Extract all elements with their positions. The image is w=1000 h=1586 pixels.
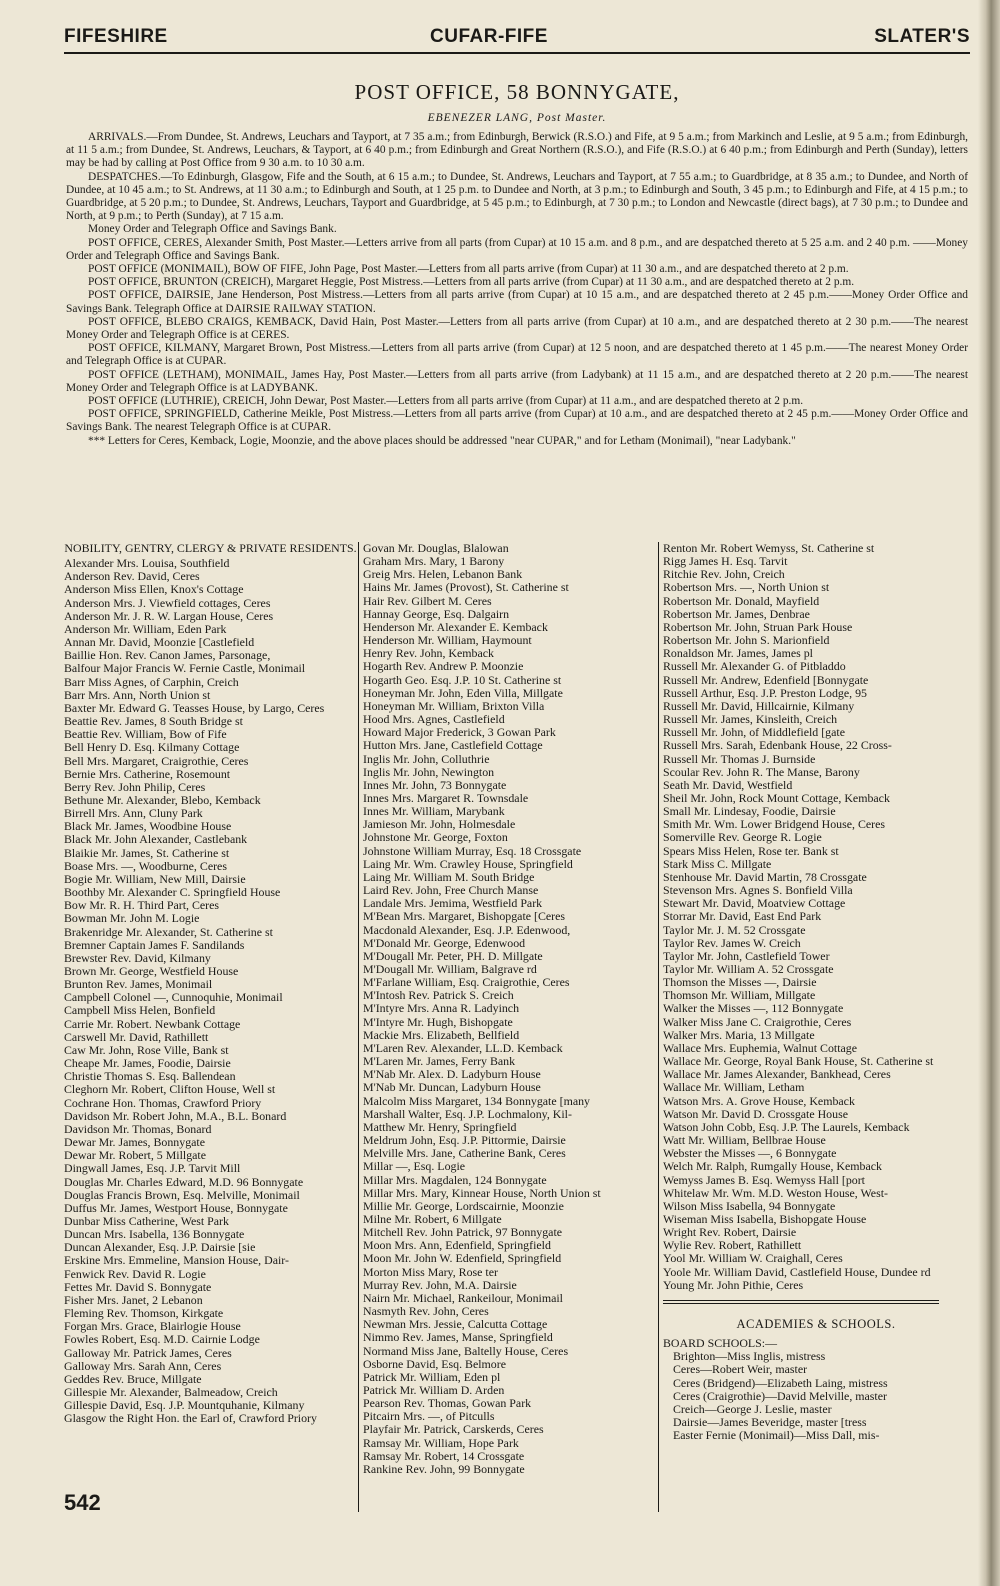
resident-entry: Millar Mrs. Mary, Kinnear House, North Union st (363, 1185, 601, 1200)
resident-entry: Taylor Mr. William A. 52 Crossgate (663, 962, 834, 976)
header-rule (64, 52, 970, 54)
resident-entry: Pitcairn Mrs. —, of Pitculls (363, 1409, 495, 1424)
resident-entry: Watson Mrs. A. Grove House, Kemback (663, 1093, 855, 1108)
resident-entry: Boase Mrs. —, Woodburne, Ceres (64, 858, 227, 873)
residents-heading: NOBILITY, GENTRY, CLERGY & PRIVATE RESIDENTS. (64, 541, 357, 555)
resident-entry: Ritchie Rev. John, Creich (663, 567, 785, 582)
resident-entry: Yoole Mr. William David, Castlefield House, Dundee rd (663, 1264, 931, 1279)
residents-column-2 (363, 542, 656, 1476)
resident-entry: Duncan Mrs. Isabella, 136 Bonnygate (64, 1227, 245, 1242)
resident-entry: Cheape Mr. James, Foodie, Dairsie (64, 1056, 231, 1071)
intro-paragraph: POST OFFICE, CERES, Alexander Smith, Post Master.—Letters arrive from all parts (from Cupar) at 10 15 a.m. and 8 p.m., and are despatched thereto at 5 25 a.m. and 2 40 p.m. ——Money Order and Telegraph Office and Savings Bank. (66, 236, 968, 262)
resident-entry: Robertson Mr. John S. Marionfield (663, 633, 830, 648)
intro-paragraph: ARRIVALS.—From Dundee, St. Andrews, Leuchars and Tayport, at 7 35 a.m.; from Edinburgh, Berwick (R.S.O.) and Fife, at 9 5 a.m.; from Markinch and Leslie, at 9 5 a.m.; from Edinburgh, at 11 5 a.m.; from Dundee, St. Andrews, Leuchars, & Tayport, at 6 40 p.m.; from Edinburgh and Great Northern (R.S.O.), and Fife (R.S.O.) at 6 40 p.m.; from Edinburgh and Perth (Sunday), letters may be had by calling at Post Office from 9 30 a.m. to 10 30 a.m. (66, 131, 968, 170)
resident-entry: Watt Mr. William, Bellbrae House (663, 1133, 826, 1148)
resident-entry: Stark Miss C. Millgate (663, 856, 772, 871)
resident-entry: Fleming Rev. Thomson, Kirkgate (64, 1306, 224, 1321)
resident-entry: Stewart Mr. David, Moatview Cottage (663, 896, 846, 911)
resident-entry: Watson Mr. David D. Crossgate House (663, 1106, 848, 1121)
resident-entry: Fettes Mr. David S. Bonnygate (64, 1279, 212, 1294)
resident-entry: M'Dougall Mr. Peter, PH. D. Millgate (363, 948, 543, 963)
resident-entry: Wright Rev. Robert, Dairsie (663, 1225, 797, 1240)
resident-entry: Hannay George, Esq. Dalgairn (363, 606, 510, 621)
post-office-title: POST OFFICE, 58 BONNYGATE, (354, 80, 680, 104)
running-header (64, 26, 970, 54)
resident-entry: Wilson Miss Isabella, 94 Bonnygate (663, 1198, 836, 1213)
intro-paragraph: POST OFFICE (LETHAM), MONIMAIL, James Hay, Post Master.—Letters from all parts arrive (from Ladybank) at 11 15 a.m., and are despatched thereto at 2 20 p.m.——The nearest Money Order and Telegraph Office is at LADYBANK. (66, 368, 968, 394)
resident-entry: Brewster Rev. David, Kilmany (64, 950, 211, 965)
school-entry: Creich—George J. Leslie, master (673, 1401, 832, 1416)
resident-entry: Fenwick Rev. David R. Logie (64, 1266, 206, 1281)
resident-entry: Bow Mr. R. H. Third Part, Ceres (64, 898, 220, 913)
school-entry: Ceres (Bridgend)—Elizabeth Laing, mistress (673, 1375, 888, 1390)
resident-entry: Campbell Miss Helen, Bonfield (64, 1003, 216, 1018)
resident-entry: Glasgow the Right Hon. the Earl of, Crawford Priory (64, 1411, 317, 1426)
school-entry: Easter Fernie (Monimail)—Miss Dall, mis- (673, 1428, 880, 1443)
resident-entry: Robertson Mr. James, Denbrae (663, 606, 810, 621)
resident-entry: Taylor Mr. John, Castlefield Tower (663, 948, 830, 963)
resident-entry: Greig Mrs. Helen, Lebanon Bank (363, 567, 523, 582)
resident-entry: Hair Rev. Gilbert M. Ceres (363, 593, 492, 608)
resident-entry: Russell Mr. Thomas J. Burnside (663, 751, 816, 766)
intro-paragraph: Money Order and Telegraph Office and Savings Bank. (88, 223, 337, 236)
resident-entry: Hains Mr. James (Provost), St. Catherine st (363, 580, 569, 595)
resident-entry: Anderson Mrs. J. Viewfield cottages, Ceres (64, 595, 271, 610)
resident-entry: Stenhouse Mr. David Martin, 78 Crossgate (663, 869, 867, 884)
resident-entry: Henderson Mr. Alexander E. Kemback (363, 619, 548, 634)
intro-paragraph: POST OFFICE, BLEBO CRAIGS, KEMBACK, David Hain, Post Master.—Letters from all parts arrive (from Cupar) at 10 a.m., and are despatched thereto at 2 30 p.m.——The nearest Money Order and Telegraph Office is at CERES. (66, 315, 968, 342)
resident-entry: Alexander Mrs. Louisa, Southfield (64, 556, 230, 571)
resident-entry: Webster the Misses —, 6 Bonnygate (663, 1146, 837, 1161)
resident-entry: Russell Arthur, Esq. J.P. Preston Lodge, 95 (663, 685, 867, 700)
resident-entry: Dewar Mr. Robert, 5 Millgate (64, 1148, 206, 1163)
resident-entry: Beattie Rev. James, 8 South Bridge st (64, 714, 243, 729)
intro-paragraph: POST OFFICE, SPRINGFIELD, Catherine Meikle, Post Mistress.—Letters from all parts arrive (from Cupar) at 10 a.m., and are despatched thereto at 2 45 p.m.——Money Order Office and Savings Bank. The nearest Telegraph Office is at CUPAR. (66, 408, 968, 434)
resident-entry: Seath Mr. David, Westfield (663, 777, 793, 792)
resident-entry: Brakenridge Mr. Alexander, St. Catherine st (64, 924, 273, 939)
resident-entry: Nimmo Rev. James, Manse, Springfield (363, 1330, 553, 1345)
resident-entry: M'Farlane William, Esq. Craigrothie, Ceres (363, 975, 570, 990)
resident-entry: Laing Mr. Wm. Crawley House, Springfield (363, 856, 573, 871)
resident-entry: Fowles Robert, Esq. M.D. Cairnie Lodge (64, 1332, 260, 1347)
resident-entry: Walker Miss Jane C. Craigrothie, Ceres (663, 1014, 852, 1029)
resident-entry: Carrie Mr. Robert. Newbank Cottage (64, 1016, 241, 1031)
resident-entry: Welch Mr. Ralph, Rumgally House, Kemback (663, 1159, 882, 1174)
resident-entry: Erskine Mrs. Emmeline, Mansion House, Dair- (64, 1253, 289, 1268)
resident-entry: Russell Mr. Andrew, Edenfield [Bonnygate (663, 672, 869, 687)
resident-entry: Inglis Mr. John, Newington (363, 764, 495, 779)
resident-entry: Ramsay Mr. William, Hope Park (363, 1435, 519, 1450)
resident-entry: Laird Rev. John, Free Church Manse (363, 883, 539, 898)
resident-entry: Hutton Mrs. Jane, Castlefield Cottage (363, 738, 543, 753)
resident-entry: Berry Rev. John Philip, Ceres (64, 779, 206, 794)
resident-entry: Storrar Mr. David, East End Park (663, 909, 822, 924)
resident-entry: Russell Mr. David, Hillcairnie, Kilmany (663, 698, 855, 713)
resident-entry: M'Laren Mr. James, Ferry Bank (363, 1054, 516, 1069)
intro-paragraph: POST OFFICE, KILMANY, Margaret Brown, Post Mistress.—Letters from all parts arrive (from Cupar) at 12 5 noon, and are despatched thereto at 1 45 p.m.——The nearest Money Order and Telegraph Office is at CUPAR. (66, 342, 968, 368)
resident-entry: Matthew Mr. Henry, Springfield (363, 1119, 517, 1134)
resident-entry: Thomson the Misses —, Dairsie (663, 975, 817, 990)
resident-entry: Hood Mrs. Agnes, Castlefield (363, 712, 505, 727)
resident-entry: Russell Mr. James, Kinsleith, Creich (663, 712, 838, 727)
resident-entry: M'Laren Rev. Alexander, LL.D. Kemback (363, 1040, 563, 1055)
resident-entry: Newman Mrs. Jessie, Calcutta Cottage (363, 1317, 548, 1332)
resident-entry: Thomson Mr. William, Millgate (663, 988, 816, 1003)
header-place: CUFAR-FIFE (430, 26, 548, 47)
resident-entry: Baillie Hon. Rev. Canon James, Parsonage, (64, 648, 271, 663)
resident-entry: Anderson Miss Ellen, Knox's Cottage (64, 582, 244, 597)
resident-entry: Govan Mr. Douglas, Blalowan (363, 541, 509, 555)
resident-entry: Wylie Rev. Robert, Rathillett (663, 1238, 802, 1253)
resident-entry: Anderson Mr. J. R. W. Largan House, Ceres (64, 608, 274, 623)
resident-entry: Dingwall James, Esq. J.P. Tarvit Mill (64, 1161, 241, 1176)
resident-entry: Pearson Rev. Thomas, Gowan Park (363, 1396, 532, 1411)
resident-entry: Meldrum John, Esq. J.P. Pittormie, Dairsie (363, 1133, 566, 1148)
resident-entry: Moon Mr. John W. Edenfield, Springfield (363, 1251, 562, 1266)
resident-entry: Millie Mr. George, Lordscairnie, Moonzie (363, 1198, 564, 1213)
resident-entry: Black Mr. James, Woodbine House (64, 819, 232, 834)
resident-entry: Honeyman Mr. John, Eden Villa, Millgate (363, 685, 563, 700)
resident-entry: Henry Rev. John, Kemback (363, 646, 494, 661)
resident-entry: Carswell Mr. David, Rathillett (64, 1029, 209, 1044)
resident-entry: Beattie Rev. William, Bow of Fife (64, 727, 227, 742)
resident-entry: Scoular Rev. John R. The Manse, Barony (663, 764, 860, 779)
resident-entry: Walker the Misses —, 112 Bonnygate (663, 1001, 844, 1016)
resident-entry: Douglas Francis Brown, Esq. Melville, Monimail (64, 1187, 300, 1202)
resident-entry: Malcolm Miss Margaret, 134 Bonnygate [many (363, 1093, 590, 1108)
resident-entry: Balfour Major Francis W. Fernie Castle, Monimail (64, 661, 306, 676)
resident-entry: Macdonald Alexander, Esq. J.P. Edenwood, (363, 922, 571, 937)
resident-entry: Wiseman Miss Isabella, Bishopgate House (663, 1211, 867, 1226)
resident-entry: Milne Mr. Robert, 6 Millgate (363, 1211, 502, 1226)
resident-entry: Robertson Mrs. —, North Union st (663, 580, 830, 595)
resident-entry: Duncan Alexander, Esq. J.P. Dairsie [sie (64, 1240, 256, 1255)
resident-entry: Normand Miss Jane, Baltelly House, Ceres (363, 1343, 569, 1358)
resident-entry: Boothby Mr. Alexander C. Springfield House (64, 885, 281, 900)
resident-entry: Cochrane Hon. Thomas, Crawford Priory (64, 1095, 262, 1110)
resident-entry: Innes Mr. John, 73 Bonnygate (363, 777, 507, 792)
resident-entry: Bremner Captain James F. Sandilands (64, 937, 245, 952)
resident-entry: M'Dougall Mr. William, Balgrave rd (363, 962, 537, 976)
resident-entry: Honeyman Mr. William, Brixton Villa (363, 698, 545, 713)
resident-entry: Wallace Mr. George, Royal Bank House, St. Catherine st (663, 1054, 934, 1069)
resident-entry: Howard Major Frederick, 3 Gowan Park (363, 725, 556, 740)
resident-entry: Wallace Mrs. Euphemia, Walnut Cottage (663, 1040, 858, 1055)
intro-paragraph: POST OFFICE, BRUNTON (CREICH), Margaret Heggie, Post Mistress.—Letters from all parts arrive (from Cupar) at 11 30 a.m., and are despatched thereto at 2 p.m. (88, 276, 855, 289)
resident-entry: Brunton Rev. James, Monimail (64, 977, 213, 992)
school-entry: Ceres—Robert Weir, master (673, 1362, 808, 1377)
resident-entry: Rigg James H. Esq. Tarvit (663, 554, 788, 569)
resident-entry: Christie Thomas S. Esq. Ballendean (64, 1069, 236, 1084)
resident-entry: M'Bean Mrs. Margaret, Bishopgate [Ceres (363, 909, 566, 924)
column-divider (658, 542, 659, 1512)
resident-entry: Wallace Mr. William, Letham (663, 1080, 805, 1095)
resident-entry: Brown Mr. George, Westfield House (64, 964, 239, 978)
intro-paragraph: DESPATCHES.—To Edinburgh, Glasgow, Fife and the South, at 6 15 a.m.; to Dundee, St. Andrews, Leuchars and Tayport, at 7 55 a.m.; to Guardbridge, at 8 35 a.m.; to Dundee, and North of Dundee, at 10 45 a.m.; to St. Andrews, at 11 30 a.m.; to Edinburgh and South, at 1 25 p.m. to Dundee and North, at 3 p.m.; to Edinburgh and South, 3 45 p.m.; to Edinburgh and Fife, at 4 15 p.m.; to Guardbridge, at 5 20 p.m.; to Dundee, St. Andrews, Leuchars, Tayport and Guardbridge, at 5 45 p.m.; to Edinburgh, at 7 30 p.m.; to London and Newcastle (direct bags), at 7 30 p.m.; to Dundee and North, at 9 p.m.; to Perth (Sunday), at 7 15 a.m. (66, 170, 968, 223)
resident-entry: Russell Mrs. Sarah, Edenbank House, 22 Cross- (663, 738, 892, 753)
resident-entry: M'Intyre Mrs. Anna R. Ladyinch (363, 1001, 520, 1016)
resident-entry: Gillespie Mr. Alexander, Balmeadow, Creich (64, 1385, 278, 1399)
resident-entry: Davidson Mr. Robert John, M.A., B.L. Bonard (64, 1108, 287, 1123)
resident-entry: Whitelaw Mr. Wm. M.D. Weston House, West- (663, 1185, 888, 1200)
resident-entry: Barr Miss Agnes, of Carphin, Creich (64, 674, 239, 689)
header-publisher: SLATER'S (874, 26, 970, 47)
resident-entry: Bernie Mrs. Catherine, Rosemount (64, 766, 231, 781)
intro-paragraph: POST OFFICE (MONIMAIL), BOW OF FIFE, John Page, Post Master.—Letters from all parts arrive (from Cupar) at 11 30 a.m., and are despatched thereto at 2 p.m. (88, 263, 849, 276)
school-entry: Brighton—Miss Inglis, mistress (673, 1349, 826, 1364)
resident-entry: Small Mr. Lindesay, Foodie, Dairsie (663, 804, 836, 819)
resident-entry: Galloway Mr. Patrick James, Ceres (64, 1345, 232, 1360)
resident-entry: Innes Mr. William, Marybank (363, 804, 505, 819)
resident-entry: Ronaldson Mr. James, James pl (663, 646, 813, 661)
resident-entry: Blaikie Mr. James, St. Catherine st (64, 845, 230, 860)
resident-entry: Smith Mr. Wm. Lower Bridgend House, Ceres (663, 817, 886, 832)
resident-entry: Fisher Mrs. Janet, 2 Lebanon (64, 1292, 203, 1307)
resident-entry: Bogie Mr. William, New Mill, Dairsie (64, 871, 246, 886)
resident-entry: Osborne David, Esq. Belmore (363, 1356, 506, 1371)
resident-entry: Caw Mr. John, Rose Ville, Bank st (64, 1042, 229, 1057)
resident-entry: Duffus Mr. James, Westport House, Bonnygate (64, 1200, 288, 1215)
page-number: 542 (64, 1490, 101, 1515)
resident-entry: Moon Mrs. Ann, Edenfield, Springfield (363, 1238, 551, 1253)
resident-entry: Jamieson Mr. John, Holmesdale (363, 817, 516, 832)
resident-entry: M'Nab Mr. Duncan, Ladyburn House (363, 1080, 541, 1095)
resident-entry: Laing Mr. William M. South Bridge (363, 869, 535, 884)
resident-entry: Barr Mrs. Ann, North Union st (64, 687, 211, 702)
resident-entry: Renton Mr. Robert Wemyss, St. Catherine st (663, 541, 875, 555)
resident-entry: Bell Henry D. Esq. Kilmany Cottage (64, 740, 240, 755)
resident-entry: Anderson Mr. William, Eden Park (64, 621, 227, 636)
page-edge (978, 0, 1000, 1586)
resident-entry: Innes Mrs. Margaret R. Townsdale (363, 790, 529, 805)
resident-entry: Gillespie David, Esq. J.P. Mountquhanie, Kilmany (64, 1398, 305, 1413)
resident-entry: Robertson Mr. John, Struan Park House (663, 619, 853, 634)
resident-entry: Graham Mrs. Mary, 1 Barony (363, 554, 505, 569)
resident-entry: Robertson Mr. Donald, Mayfield (663, 593, 820, 608)
resident-entry: Johnstone William Murray, Esq. 18 Crossgate (363, 843, 582, 858)
resident-entry: Millar —, Esq. Logie (363, 1159, 466, 1174)
resident-entry: Russell Mr. John, of Middlefield [gate (663, 725, 845, 740)
academies-heading: ACADEMIES & SCHOOLS. (736, 1316, 896, 1331)
resident-entry: M'Intosh Rev. Patrick S. Creich (363, 988, 514, 1003)
school-entry: Ceres (Craigrothie)—David Melville, master (673, 1388, 887, 1403)
resident-entry: Mackie Mrs. Elizabeth, Bellfield (363, 1027, 520, 1042)
resident-entry: Landale Mrs. Jemima, Westfield Park (363, 896, 543, 911)
resident-entry: Baxter Mr. Edward G. Teasses House, by Largo, Ceres (64, 700, 325, 715)
resident-entry: Johnstone Mr. George, Foxton (363, 830, 508, 845)
resident-entry: Walker Mrs. Maria, 13 Millgate (663, 1027, 815, 1042)
resident-entry: Melville Mrs. Jane, Catherine Bank, Ceres (363, 1146, 566, 1161)
resident-entry: Birrell Mrs. Ann, Cluny Park (64, 806, 203, 821)
resident-entry: Black Mr. John Alexander, Castlebank (64, 832, 248, 847)
resident-entry: Bell Mrs. Margaret, Craigrothie, Ceres (64, 753, 249, 768)
resident-entry: Yool Mr. William W. Craighall, Ceres (663, 1251, 843, 1266)
header-county: FIFESHIRE (64, 26, 168, 47)
resident-entry: Davidson Mr. Thomas, Bonard (64, 1121, 212, 1136)
resident-entry: M'Nab Mr. Alex. D. Ladyburn House (363, 1067, 541, 1082)
resident-entry: Henderson Mr. William, Haymount (363, 633, 532, 648)
resident-entry: Somerville Rev. George R. Logie (663, 830, 822, 845)
postmaster-line: EBENEZER LANG, Post Master. (427, 112, 607, 124)
resident-entry: Wallace Mr. James Alexander, Bankhead, Ceres (663, 1067, 891, 1082)
resident-entry: Bethune Mr. Alexander, Blebo, Kemback (64, 792, 261, 807)
resident-entry: Taylor Rev. James W. Creich (663, 935, 801, 950)
resident-entry: Morton Miss Mary, Rose ter (363, 1264, 498, 1279)
board-schools-label: BOARD SCHOOLS:— (663, 1336, 777, 1351)
resident-entry: Hogarth Geo. Esq. J.P. 10 St. Catherine st (363, 672, 562, 687)
resident-entry: Campbell Colonel —, Cunnoquhie, Monimail (64, 990, 283, 1005)
post-office-details (66, 131, 968, 448)
resident-entry: Geddes Rev. Bruce, Millgate (64, 1371, 202, 1386)
school-entry: Dairsie—James Beveridge, master [tress (673, 1415, 867, 1429)
resident-entry: Russell Mr. Alexander G. of Pitbladdo (663, 659, 846, 674)
resident-entry: Annan Mr. David, Moonzie [Castlefield (64, 635, 255, 650)
resident-entry: Bowman Mr. John M. Logie (64, 911, 200, 926)
resident-entry: Murray Rev. John, M.A. Dairsie (363, 1277, 517, 1292)
residents-column-3 (663, 542, 969, 1442)
resident-entry: Forgan Mrs. Grace, Blairlogie House (64, 1319, 241, 1334)
resident-entry: Ramsay Mr. Robert, 14 Crossgate (363, 1448, 525, 1463)
resident-entry: Nasmyth Rev. John, Ceres (363, 1304, 489, 1319)
residents-column-1 (64, 542, 357, 1425)
resident-entry: Inglis Mr. John, Colluthrie (363, 751, 490, 766)
resident-entry: Playfair Mr. Patrick, Carskerds, Ceres (363, 1422, 544, 1437)
resident-entry: Douglas Mr. Charles Edward, M.D. 96 Bonnygate (64, 1174, 304, 1189)
intro-paragraph: POST OFFICE, DAIRSIE, Jane Henderson, Post Mistress.—Letters from all parts arrive (from Cupar) at 10 15 a.m., and are despatched thereto at 2 45 p.m.——Money Order Office and Savings Bank. Telegraph Office at DAIRSIE RAILWAY STATION. (66, 289, 968, 315)
resident-entry: Stevenson Mrs. Agnes S. Bonfield Villa (663, 883, 853, 898)
resident-entry: M'Donald Mr. George, Edenwood (363, 935, 526, 950)
section-divider (663, 1300, 939, 1304)
resident-entry: Nairn Mr. Michael, Rankeilour, Monimail (363, 1290, 563, 1305)
resident-entry: Spears Miss Helen, Rose ter. Bank st (663, 843, 839, 858)
intro-paragraph: POST OFFICE (LUTHRIE), CREICH, John Dewar, Post Master.—Letters from all parts arrive (from Cupar) at 11 a.m., and are despatched thereto at 2 p.m. (88, 395, 804, 408)
resident-entry: M'Intyre Mr. Hugh, Bishopgate (363, 1014, 513, 1029)
resident-entry: Millar Mrs. Magdalen, 124 Bonnygate (363, 1172, 547, 1187)
resident-entry: Sheil Mr. John, Rock Mount Cottage, Kemback (663, 790, 890, 805)
resident-entry: Mitchell Rev. John Patrick, 97 Bonnygate (363, 1225, 563, 1240)
column-divider (358, 542, 359, 1512)
resident-entry: Watson John Cobb, Esq. J.P. The Laurels, Kemback (663, 1119, 910, 1134)
resident-entry: Taylor Mr. J. M. 52 Crossgate (663, 922, 806, 937)
intro-paragraph: *** Letters for Ceres, Kemback, Logie, Moonzie, and the above places should be addressed "near CUPAR," and for Letham (Monimail), "near Ladybank." (88, 434, 796, 447)
resident-entry: Rankine Rev. John, 99 Bonnygate (363, 1461, 525, 1476)
resident-entry: Cleghorn Mr. Robert, Clifton House, Well st (64, 1082, 276, 1097)
resident-entry: Hogarth Rev. Andrew P. Moonzie (363, 659, 524, 674)
resident-entry: Patrick Mr. William, Eden pl (363, 1369, 501, 1384)
resident-entry: Wemyss James B. Esq. Wemyss Hall [port (663, 1172, 865, 1187)
resident-entry: Anderson Rev. David, Ceres (64, 569, 200, 584)
resident-entry: Patrick Mr. William D. Arden (363, 1383, 505, 1397)
resident-entry: Galloway Mrs. Sarah Ann, Ceres (64, 1358, 222, 1373)
resident-entry: Dunbar Miss Catherine, West Park (64, 1213, 229, 1228)
resident-entry: Dewar Mr. James, Bonnygate (64, 1135, 206, 1150)
resident-entry: Marshall Walter, Esq. J.P. Lochmalony, Kil- (363, 1106, 572, 1121)
resident-entry: Young Mr. John Pithie, Ceres (663, 1277, 804, 1292)
